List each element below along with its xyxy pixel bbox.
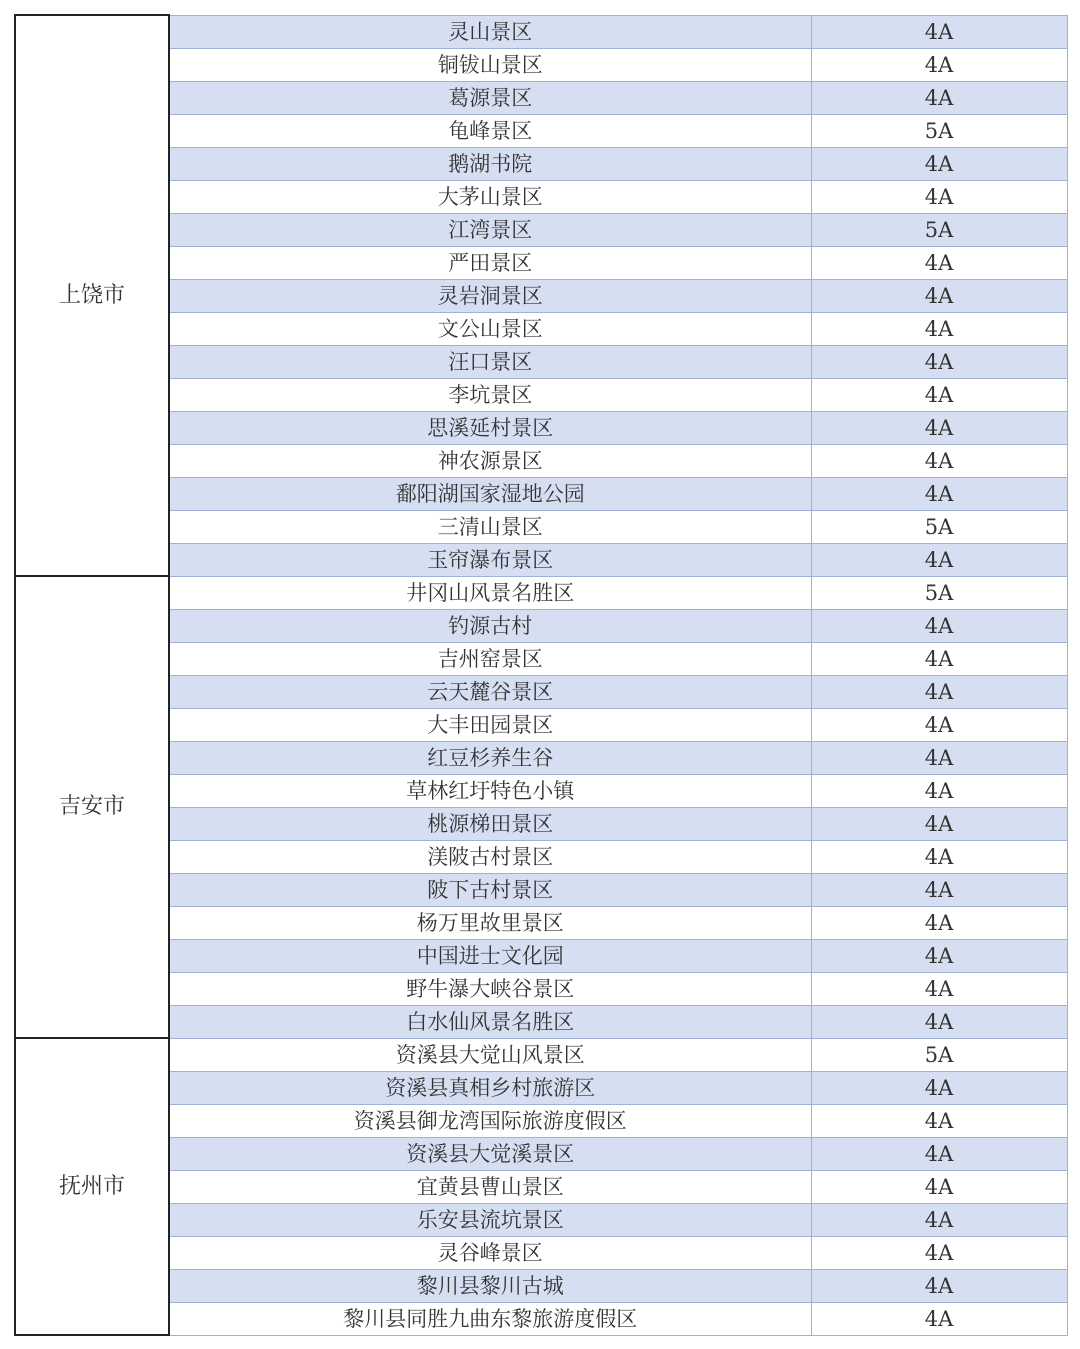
table-row [15, 972, 1067, 1005]
scenic-area-level: 4A [811, 642, 1067, 675]
scenic-area-level: 4A [811, 1236, 1067, 1269]
scenic-area-name: 大丰田园景区 [169, 708, 811, 741]
scenic-area-name: 文公山景区 [169, 312, 811, 345]
scenic-area-level: 4A [811, 873, 1067, 906]
scenic-area-name: 红豆杉养生谷 [169, 741, 811, 774]
scenic-area-name: 龟峰景区 [169, 114, 811, 147]
scenic-area-level: 4A [811, 708, 1067, 741]
table-row [15, 1104, 1067, 1137]
table-row [15, 213, 1067, 246]
scenic-area-level: 4A [811, 807, 1067, 840]
table-row [15, 675, 1067, 708]
table-row [15, 411, 1067, 444]
table-row [15, 840, 1067, 873]
scenic-area-table [14, 14, 1068, 1336]
scenic-area-name: 白水仙风景名胜区 [169, 1005, 811, 1038]
scenic-area-level: 4A [811, 1269, 1067, 1302]
scenic-area-name: 大茅山景区 [169, 180, 811, 213]
scenic-area-level: 4A [811, 312, 1067, 345]
scenic-area-level: 4A [811, 345, 1067, 378]
scenic-area-name: 严田景区 [169, 246, 811, 279]
scenic-area-level: 4A [811, 1071, 1067, 1104]
scenic-area-name: 铜钹山景区 [169, 48, 811, 81]
scenic-area-level: 4A [811, 543, 1067, 576]
scenic-area-level: 4A [811, 939, 1067, 972]
scenic-area-name: 灵岩洞景区 [169, 279, 811, 312]
table-row [15, 15, 1067, 48]
table-row [15, 477, 1067, 510]
table-row [15, 81, 1067, 114]
scenic-area-name: 乐安县流坑景区 [169, 1203, 811, 1236]
table-row [15, 510, 1067, 543]
scenic-area-name: 桃源梯田景区 [169, 807, 811, 840]
scenic-area-name: 资溪县大觉溪景区 [169, 1137, 811, 1170]
table-row [15, 807, 1067, 840]
scenic-area-level: 5A [811, 510, 1067, 543]
scenic-area-name: 鄱阳湖国家湿地公园 [169, 477, 811, 510]
table-row [15, 708, 1067, 741]
scenic-area-name: 中国进士文化园 [169, 939, 811, 972]
table-row [15, 642, 1067, 675]
city-cell: 吉安市 [15, 576, 169, 1038]
scenic-area-name: 灵山景区 [169, 15, 811, 48]
scenic-area-name: 汪口景区 [169, 345, 811, 378]
scenic-area-name: 黎川县同胜九曲东黎旅游度假区 [169, 1302, 811, 1335]
city-cell: 抚州市 [15, 1038, 169, 1335]
city-cell: 上饶市 [15, 15, 169, 576]
scenic-area-name: 思溪延村景区 [169, 411, 811, 444]
scenic-area-level: 4A [811, 477, 1067, 510]
table-row [15, 1302, 1067, 1335]
table-row [15, 576, 1067, 609]
scenic-area-name: 黎川县黎川古城 [169, 1269, 811, 1302]
scenic-area-level: 4A [811, 147, 1067, 180]
scenic-area-level: 4A [811, 81, 1067, 114]
table-row [15, 444, 1067, 477]
scenic-area-name: 三清山景区 [169, 510, 811, 543]
scenic-area-level: 5A [811, 576, 1067, 609]
scenic-area-level: 4A [811, 609, 1067, 642]
table-row [15, 312, 1067, 345]
table-row [15, 906, 1067, 939]
scenic-area-level: 4A [811, 279, 1067, 312]
scenic-area-name: 葛源景区 [169, 81, 811, 114]
table-body [15, 15, 1067, 1335]
scenic-area-level: 4A [811, 411, 1067, 444]
scenic-area-name: 吉州窑景区 [169, 642, 811, 675]
table-row [15, 1005, 1067, 1038]
scenic-area-name: 云天麓谷景区 [169, 675, 811, 708]
scenic-area-name: 渼陂古村景区 [169, 840, 811, 873]
scenic-area-name: 江湾景区 [169, 213, 811, 246]
table-row [15, 378, 1067, 411]
scenic-area-level: 4A [811, 972, 1067, 1005]
scenic-area-name: 陂下古村景区 [169, 873, 811, 906]
table-row [15, 543, 1067, 576]
table-row [15, 147, 1067, 180]
table-row [15, 1038, 1067, 1071]
table-row [15, 1269, 1067, 1302]
table-row [15, 345, 1067, 378]
scenic-area-level: 5A [811, 114, 1067, 147]
scenic-area-level: 4A [811, 1137, 1067, 1170]
scenic-area-name: 灵谷峰景区 [169, 1236, 811, 1269]
scenic-area-name: 鹅湖书院 [169, 147, 811, 180]
scenic-area-name: 宜黄县曹山景区 [169, 1170, 811, 1203]
table-row [15, 774, 1067, 807]
table-row [15, 279, 1067, 312]
scenic-area-level: 4A [811, 741, 1067, 774]
table-row [15, 1236, 1067, 1269]
scenic-area-level: 4A [811, 1302, 1067, 1335]
scenic-area-name: 井冈山风景名胜区 [169, 576, 811, 609]
scenic-area-level: 4A [811, 1170, 1067, 1203]
scenic-area-level: 4A [811, 906, 1067, 939]
table-row [15, 246, 1067, 279]
scenic-area-name: 资溪县真相乡村旅游区 [169, 1071, 811, 1104]
scenic-area-level: 4A [811, 840, 1067, 873]
scenic-area-name: 杨万里故里景区 [169, 906, 811, 939]
scenic-area-name: 资溪县御龙湾国际旅游度假区 [169, 1104, 811, 1137]
table-row [15, 939, 1067, 972]
table-row [15, 1137, 1067, 1170]
scenic-area-name: 野牛瀑大峡谷景区 [169, 972, 811, 1005]
scenic-area-level: 4A [811, 180, 1067, 213]
scenic-area-level: 4A [811, 444, 1067, 477]
scenic-area-name: 钓源古村 [169, 609, 811, 642]
scenic-area-name: 草林红圩特色小镇 [169, 774, 811, 807]
scenic-area-level: 4A [811, 1005, 1067, 1038]
scenic-area-level: 4A [811, 774, 1067, 807]
scenic-area-level: 5A [811, 213, 1067, 246]
table-row [15, 48, 1067, 81]
scenic-area-level: 4A [811, 48, 1067, 81]
table-row [15, 1170, 1067, 1203]
table-row [15, 114, 1067, 147]
table-row [15, 741, 1067, 774]
table-row [15, 180, 1067, 213]
scenic-area-level: 4A [811, 1104, 1067, 1137]
scenic-area-level: 4A [811, 675, 1067, 708]
table-row [15, 1203, 1067, 1236]
scenic-area-level: 4A [811, 1203, 1067, 1236]
scenic-area-level: 5A [811, 1038, 1067, 1071]
scenic-area-level: 4A [811, 378, 1067, 411]
scenic-area-level: 4A [811, 246, 1067, 279]
scenic-area-name: 李坑景区 [169, 378, 811, 411]
scenic-area-name: 玉帘瀑布景区 [169, 543, 811, 576]
scenic-area-level: 4A [811, 15, 1067, 48]
table-row [15, 609, 1067, 642]
table-row [15, 873, 1067, 906]
table-row [15, 1071, 1067, 1104]
scenic-area-name: 资溪县大觉山风景区 [169, 1038, 811, 1071]
scenic-area-name: 神农源景区 [169, 444, 811, 477]
